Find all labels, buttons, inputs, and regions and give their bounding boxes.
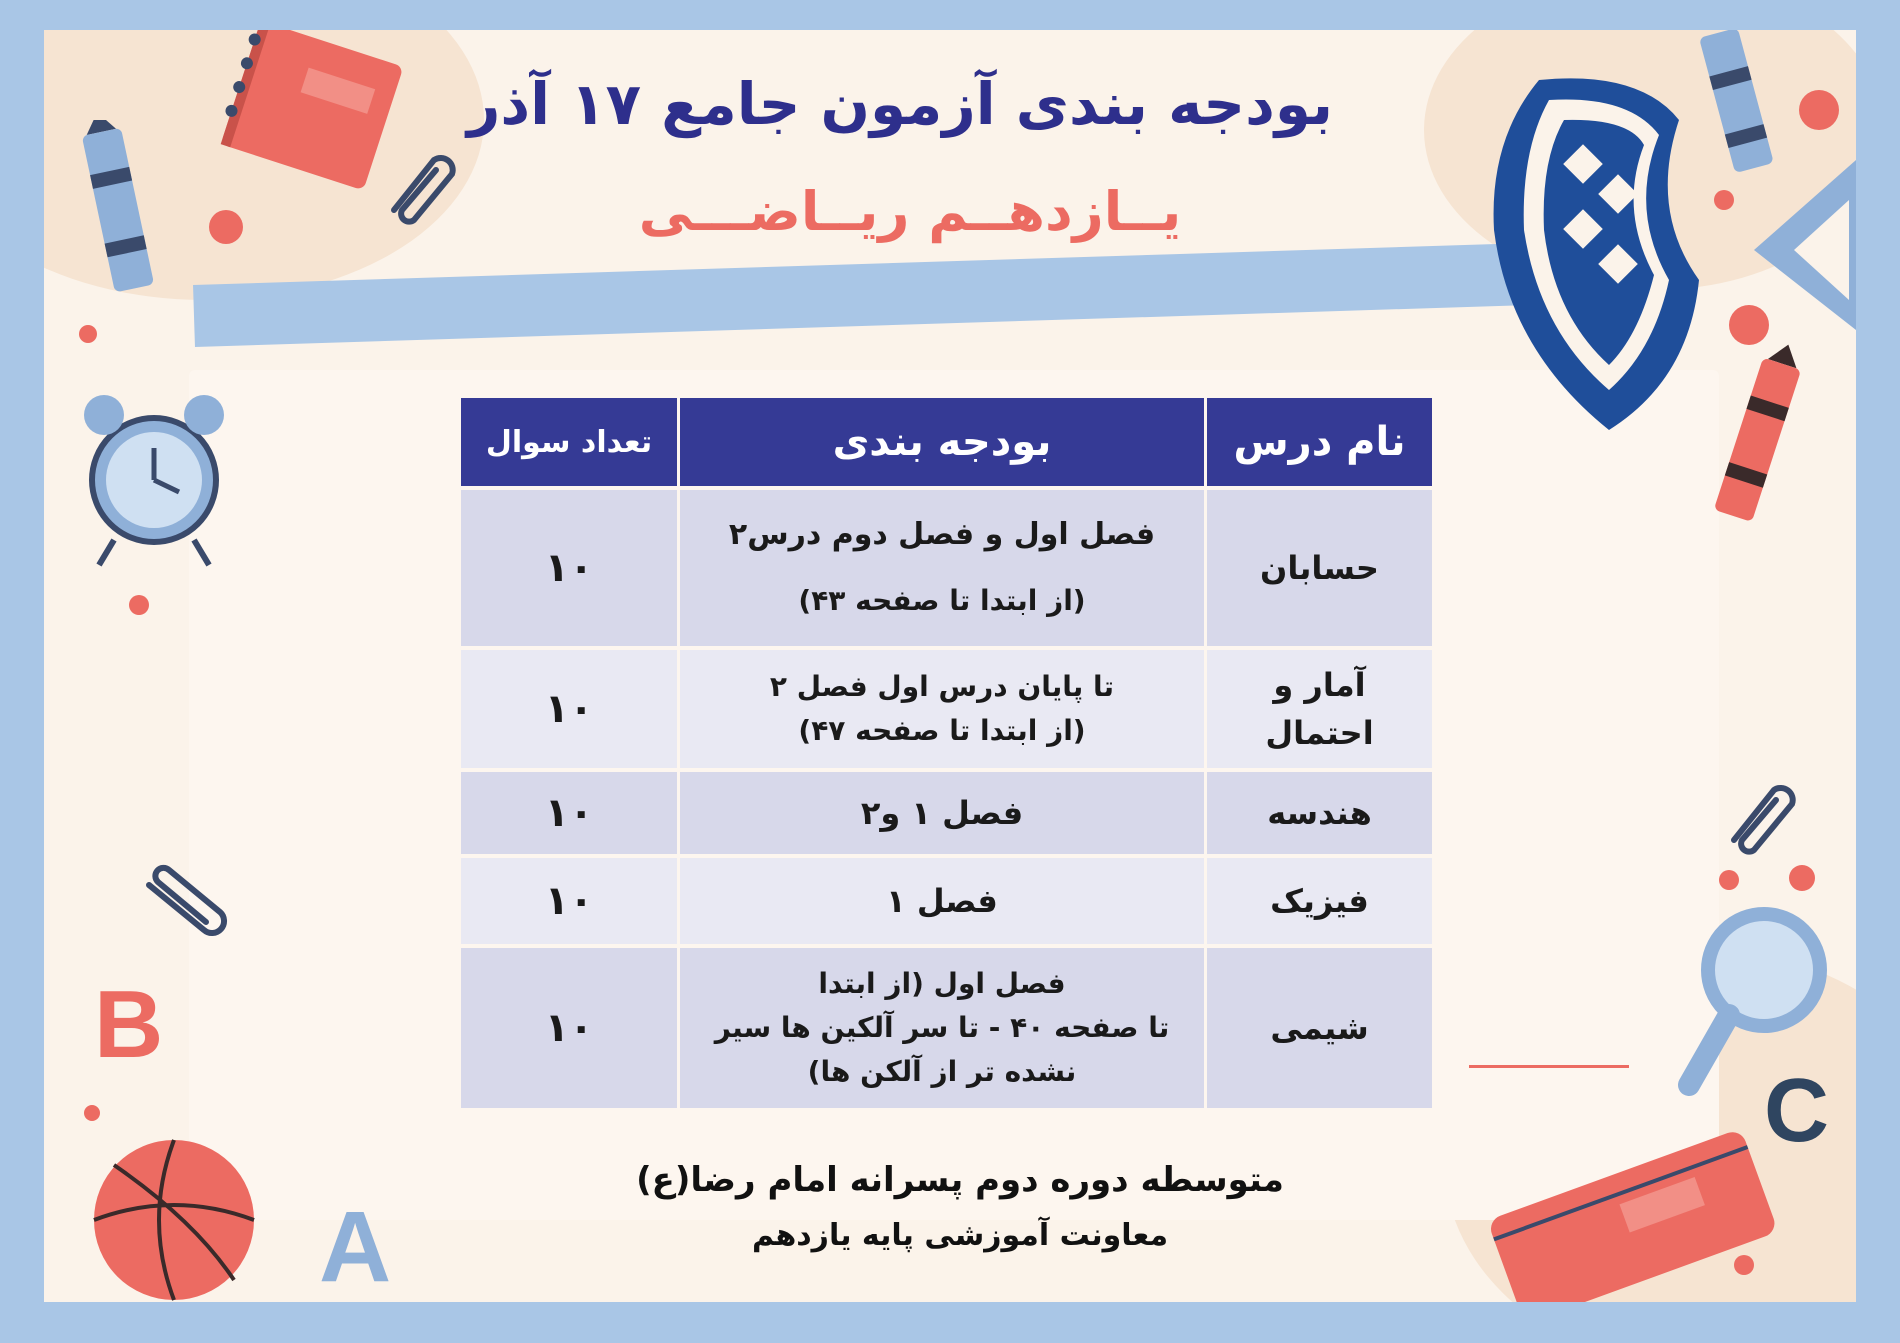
paperclip-icon <box>374 140 464 230</box>
school-logo-icon <box>1469 50 1709 430</box>
header-band <box>193 244 1514 347</box>
budget-line: فصل اول و فصل دوم درس۲ <box>728 517 1156 552</box>
paperclip-icon <box>1714 770 1814 870</box>
basketball-icon <box>84 1130 264 1302</box>
page-title: بودجه بندی آزمون جامع ۱۷ آذر <box>467 70 1333 138</box>
table-row <box>460 856 1434 946</box>
column-header-budget: بودجه بندی <box>679 398 1206 488</box>
count-cell: ۱۰ <box>460 488 679 648</box>
subject-cell: هندسه <box>1206 770 1434 856</box>
subject-line: آمار و <box>1273 666 1366 704</box>
count-cell: ۱۰ <box>460 856 679 946</box>
crayon-icon <box>1704 340 1814 530</box>
budget-line: نشده تر از آلکن ها) <box>807 1055 1077 1088</box>
count-cell: ۱۰ <box>460 648 679 770</box>
paperclip-icon <box>134 850 234 950</box>
budget-cell: فصل ۱ و۲ <box>679 770 1206 856</box>
decor-dot <box>1799 90 1839 130</box>
budget-line: (از ابتدا تا صفحه ۴۳) <box>798 584 1086 617</box>
decor-dot <box>209 210 243 244</box>
decor-letter-b: B <box>94 971 164 1078</box>
subject-line: احتمال <box>1265 714 1374 752</box>
budget-line: تا پایان درس اول فصل ۲ <box>769 670 1115 703</box>
subject-cell: حسابان <box>1206 488 1434 648</box>
footer-department: معاونت آموزشی پایه یازدهم <box>751 1218 1169 1253</box>
decor-dot <box>1729 305 1769 345</box>
budget-line: فصل اول (از ابتدا <box>818 967 1066 1000</box>
decor-dot <box>1714 190 1734 210</box>
table-row <box>460 488 1434 648</box>
column-header-subject: نام درس <box>1206 398 1434 488</box>
decor-line <box>1469 1065 1629 1068</box>
subject-cell <box>1206 648 1434 770</box>
decor-dot <box>1789 865 1815 891</box>
footer-school-name: متوسطه دوره دوم پسرانه امام رضا(ع) <box>636 1160 1284 1200</box>
budget-cell <box>679 946 1206 1108</box>
table-row <box>460 946 1434 1108</box>
table-header-row <box>460 398 1434 488</box>
decor-dot <box>79 325 97 343</box>
table-row <box>460 648 1434 770</box>
column-header-count: تعداد سوال <box>460 398 679 488</box>
budget-line: (از ابتدا تا صفحه ۴۷) <box>798 714 1086 747</box>
alarm-clock-icon <box>64 380 244 570</box>
decor-dot <box>1719 870 1739 890</box>
page-subtitle: یــازدهــم ریــاضـــی <box>638 180 1182 243</box>
subject-cell: فیزیک <box>1206 856 1434 946</box>
decor-letter-c: C <box>1764 1061 1829 1161</box>
budget-cell <box>679 648 1206 770</box>
count-cell: ۱۰ <box>460 770 679 856</box>
subject-cell: شیمی <box>1206 946 1434 1108</box>
crayon-icon <box>64 120 174 310</box>
budget-line: تا صفحه ۴۰ - تا سر آلکین ها سیر <box>714 1011 1170 1044</box>
decor-letter-a: A <box>319 1191 392 1302</box>
decor-dot <box>84 1105 100 1121</box>
table-row <box>460 770 1434 856</box>
decor-dot <box>1734 1255 1754 1275</box>
budget-table <box>458 398 1435 1108</box>
budget-cell <box>679 488 1206 648</box>
budget-cell: فصل ۱ <box>679 856 1206 946</box>
count-cell: ۱۰ <box>460 946 679 1108</box>
decor-dot <box>129 595 149 615</box>
